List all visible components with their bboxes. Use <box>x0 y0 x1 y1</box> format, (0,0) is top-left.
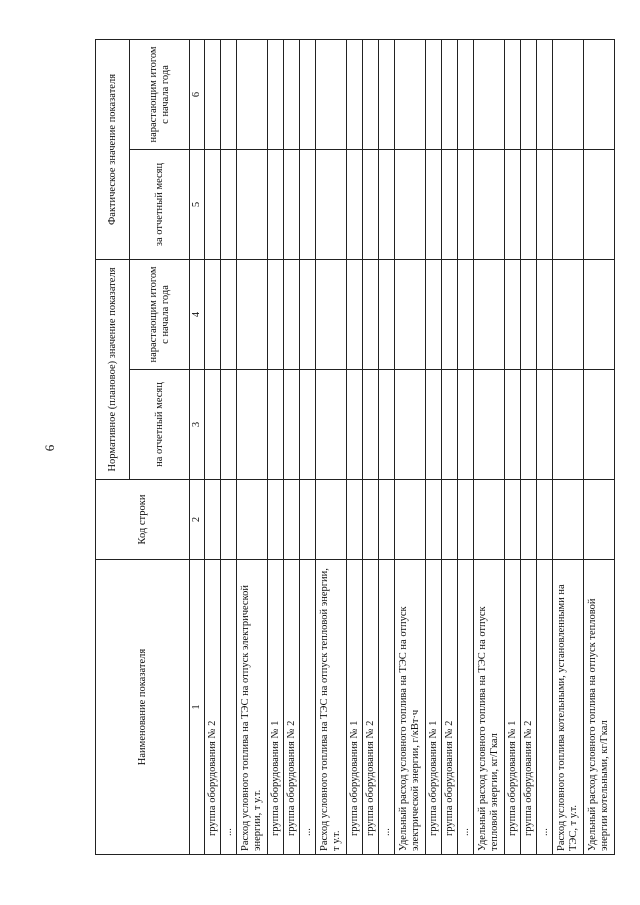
header-row-code: Код строки <box>96 480 190 560</box>
indicator-name-cell: ... <box>537 560 553 855</box>
table-row <box>379 39 395 854</box>
table-body <box>205 39 615 854</box>
indicator-name-cell: Расход условного топлива на ТЭС на отпуск электрической энергии, т у.т. <box>237 560 268 855</box>
table-row <box>521 39 537 854</box>
value-cell <box>505 259 521 369</box>
value-cell <box>458 259 474 369</box>
indicator-table <box>95 39 615 855</box>
table-row <box>426 39 442 854</box>
table-row <box>505 39 521 854</box>
header-actual-ytd: нарастающим итогом с начала года <box>130 39 190 149</box>
value-cell <box>505 149 521 259</box>
indicator-name-cell: группа оборудования № 1 <box>505 560 521 855</box>
value-cell <box>300 259 316 369</box>
value-cell <box>237 480 268 560</box>
value-cell <box>221 480 237 560</box>
value-cell <box>442 370 458 480</box>
value-cell <box>284 39 300 149</box>
value-cell <box>268 149 284 259</box>
value-cell <box>363 39 379 149</box>
indicator-name-cell: Удельный расход условного топлива на ТЭС на отпуск тепловой энергии, кг/Гкал <box>474 560 505 855</box>
value-cell <box>584 39 615 149</box>
header-indicator-name: Наименование показателя <box>96 560 190 855</box>
value-cell <box>284 259 300 369</box>
value-cell <box>584 480 615 560</box>
table-row <box>363 39 379 854</box>
value-cell <box>379 39 395 149</box>
value-cell <box>379 370 395 480</box>
value-cell <box>300 370 316 480</box>
value-cell <box>521 370 537 480</box>
value-cell <box>237 149 268 259</box>
value-cell <box>284 480 300 560</box>
value-cell <box>316 480 347 560</box>
value-cell <box>268 259 284 369</box>
value-cell <box>268 480 284 560</box>
value-cell <box>537 149 553 259</box>
value-cell <box>442 259 458 369</box>
value-cell <box>237 39 268 149</box>
value-cell <box>537 480 553 560</box>
indicator-name-cell: Удельный расход условного топлива на отпуск тепловой энергии котельными, кг/Гкал <box>584 560 615 855</box>
value-cell <box>316 39 347 149</box>
value-cell <box>395 370 426 480</box>
value-cell <box>395 259 426 369</box>
table-row <box>284 39 300 854</box>
value-cell <box>553 39 584 149</box>
header-normative-value: Нормативное (плановое) значение показателя <box>96 259 130 479</box>
value-cell <box>584 370 615 480</box>
indicator-name-cell: ... <box>300 560 316 855</box>
value-cell <box>458 39 474 149</box>
column-number: 1 <box>190 560 205 855</box>
value-cell <box>537 39 553 149</box>
value-cell <box>426 480 442 560</box>
value-cell <box>205 39 221 149</box>
value-cell <box>553 259 584 369</box>
value-cell <box>205 480 221 560</box>
value-cell <box>553 370 584 480</box>
header-actual-value: Фактическое значение показателя <box>96 39 130 259</box>
column-number: 6 <box>190 39 205 149</box>
column-number: 5 <box>190 149 205 259</box>
indicator-name-cell: Расход условного топлива на ТЭС на отпуск тепловой энергии, т у.т. <box>316 560 347 855</box>
indicator-name-cell: ... <box>379 560 395 855</box>
value-cell <box>221 39 237 149</box>
value-cell <box>458 370 474 480</box>
value-cell <box>205 370 221 480</box>
value-cell <box>426 370 442 480</box>
header-normative-ytd: нарастающим итогом с начала года <box>130 259 190 369</box>
value-cell <box>553 480 584 560</box>
value-cell <box>426 39 442 149</box>
value-cell <box>442 149 458 259</box>
value-cell <box>221 370 237 480</box>
value-cell <box>363 259 379 369</box>
value-cell <box>442 480 458 560</box>
header-normative-month: на отчетный месяц <box>130 370 190 480</box>
value-cell <box>521 149 537 259</box>
value-cell <box>300 39 316 149</box>
value-cell <box>474 149 505 259</box>
value-cell <box>347 370 363 480</box>
table-row <box>584 39 615 854</box>
value-cell <box>363 370 379 480</box>
value-cell <box>347 149 363 259</box>
value-cell <box>505 39 521 149</box>
value-cell <box>205 259 221 369</box>
table-row <box>237 39 268 854</box>
value-cell <box>363 480 379 560</box>
value-cell <box>584 149 615 259</box>
value-cell <box>347 259 363 369</box>
value-cell <box>442 39 458 149</box>
value-cell <box>395 149 426 259</box>
column-number: 3 <box>190 370 205 480</box>
value-cell <box>395 480 426 560</box>
value-cell <box>474 39 505 149</box>
indicator-name-cell: группа оборудования № 2 <box>205 560 221 855</box>
value-cell <box>537 259 553 369</box>
value-cell <box>316 370 347 480</box>
value-cell <box>474 259 505 369</box>
value-cell <box>221 259 237 369</box>
table-row <box>268 39 284 854</box>
value-cell <box>268 39 284 149</box>
value-cell <box>316 149 347 259</box>
indicator-name-cell: Расход условного топлива котельными, установленными на ТЭС, т у.т. <box>553 560 584 855</box>
value-cell <box>205 149 221 259</box>
value-cell <box>474 370 505 480</box>
indicator-name-cell: группа оборудования № 1 <box>426 560 442 855</box>
page-number: 6 <box>42 444 57 452</box>
indicator-name-cell: ... <box>458 560 474 855</box>
indicator-name-cell: группа оборудования № 2 <box>284 560 300 855</box>
value-cell <box>316 259 347 369</box>
value-cell <box>505 480 521 560</box>
table-row <box>316 39 347 854</box>
value-cell <box>505 370 521 480</box>
indicator-name-cell: группа оборудования № 1 <box>268 560 284 855</box>
value-cell <box>426 259 442 369</box>
value-cell <box>237 370 268 480</box>
header-actual-month: за отчетный месяц <box>130 149 190 259</box>
value-cell <box>426 149 442 259</box>
indicator-name-cell: группа оборудования № 2 <box>363 560 379 855</box>
value-cell <box>553 149 584 259</box>
indicator-name-cell: ... <box>221 560 237 855</box>
value-cell <box>521 39 537 149</box>
table-row <box>205 39 221 854</box>
table-row <box>221 39 237 854</box>
column-number: 2 <box>190 480 205 560</box>
table-row <box>458 39 474 854</box>
value-cell <box>379 480 395 560</box>
value-cell <box>237 259 268 369</box>
value-cell <box>458 480 474 560</box>
value-cell <box>284 149 300 259</box>
value-cell <box>347 39 363 149</box>
table-row <box>395 39 426 854</box>
value-cell <box>521 480 537 560</box>
value-cell <box>521 259 537 369</box>
table-row <box>553 39 584 854</box>
value-cell <box>537 370 553 480</box>
column-number: 4 <box>190 259 205 369</box>
table-row <box>442 39 458 854</box>
value-cell <box>300 149 316 259</box>
table-row <box>474 39 505 854</box>
value-cell <box>379 149 395 259</box>
indicator-name-cell: группа оборудования № 2 <box>442 560 458 855</box>
table-row <box>300 39 316 854</box>
indicator-name-cell: группа оборудования № 1 <box>347 560 363 855</box>
value-cell <box>474 480 505 560</box>
table-row <box>347 39 363 854</box>
value-cell <box>363 149 379 259</box>
value-cell <box>584 259 615 369</box>
rotated-table-container <box>95 40 610 855</box>
value-cell <box>268 370 284 480</box>
value-cell <box>458 149 474 259</box>
value-cell <box>395 39 426 149</box>
value-cell <box>221 149 237 259</box>
indicator-name-cell: группа оборудования № 2 <box>521 560 537 855</box>
value-cell <box>300 480 316 560</box>
indicator-name-cell: Удельный расход условного топлива на ТЭС на отпуск электрической энергии, г/кВт·ч <box>395 560 426 855</box>
value-cell <box>347 480 363 560</box>
table-row <box>537 39 553 854</box>
value-cell <box>379 259 395 369</box>
value-cell <box>284 370 300 480</box>
